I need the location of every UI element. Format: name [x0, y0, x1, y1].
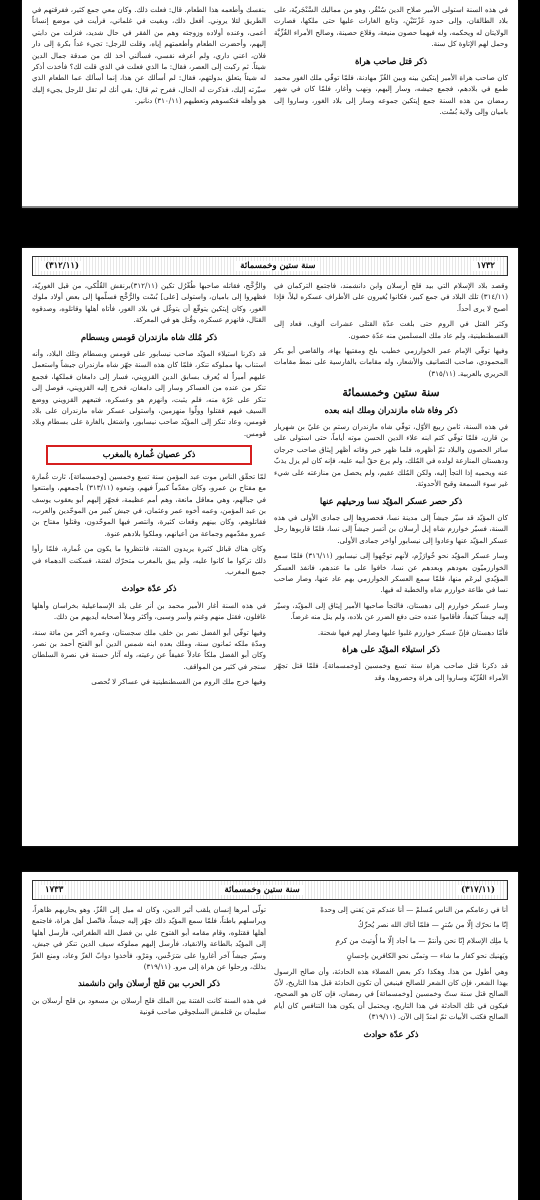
- page-header: [32, 256, 508, 276]
- year-heading: سنة ستين وخمسمائة: [342, 386, 440, 400]
- section-heading: ذكر وفاة شاه مازندران وملك ابنه بعده: [324, 404, 458, 415]
- page3-left-column: [274, 904, 508, 1045]
- section-heading: ذكر قتل صاحب هراة: [354, 55, 428, 66]
- section-heading: ذكر الحرب بين قلج أرسلان وابن دانشمند: [78, 978, 220, 989]
- verse-line: إنّا ما نحرّك إلّا من سُترٍ — فلمّا أتاك الله نصر يُحرِّكُ: [357, 920, 508, 930]
- page1-left-column: [274, 4, 508, 122]
- paragraph: قد ذكرنا قتل صاحب هراة سنة تسع وخمسين [وخمسمائة]، فلمّا قتل تجهّز الأمراء الغُزّيّة وساروا إلى هراة وحصروها، وقد: [274, 661, 508, 682]
- paragraph: قد ذكرنا استيلاء المؤيّد صاحب نيسابور على قومس وبسطام وتلك البلاد، وأنه استناب بها مملوكه تنكز، فلمّا كان هذه السنة جهّز شاه مازندران جيشاً واستعمل عليهم أميراً له يُعرف بسابق الدين القزويني، فسار إلى دامغان فملكها، فجمع تنكز من عنده من العساكر وسار إلى دامغان، فخرج إليه القزويني، فوصل إلى تنكز على غرّة منه، فلم يثبت، وانهزم هو وعسكره، فتبعهم القزويني ووضع السيف فيهم فقتلوا وولّوا منهزمين، واستولى عسكر شاه مازندران على بلاد قومس، وعاد تنكز إلى المؤيّد صاحب نيسابور، واشتغل بالغارة على بسطام وبلاد قومس.: [32, 349, 266, 438]
- page3-right-column: [32, 904, 266, 1045]
- paragraph: في هذه السنة أغار الأمير محمد بن أنر على بلد الإسماعيلية بخراسان وأهلها غافلون، فقتل منهم وغنم وأسر وسبى، وأكثر وملأ أصحابه أيديهم من ذلك.: [32, 600, 266, 622]
- paragraph: وفيها توفّي الإمام عمر الخوارزمي خطيب بلخ ومفتيها بهاء، والقاضي أبو بكر المحمودي، صاحب التصانيف والأشعار، وله مقامات بالفارسية على نمط مقامات الحريري بالعربية. (٣١٥/١١): [274, 346, 508, 378]
- paragraph: والرُّخَّج، فقاتله صاحبها طُغْرُل تكين (٣١٢/١١)برنقش القُلْكي، من قبل الغوريّة، فظهروا إلى باميان، واستولى [على] بُسْت والرُّخَّج فسلّمها إلى بعض أولاد ملوك الغور، وكان إيتكين يتوقّع أن يتوغّل في بلاد الغور، فأتاه أهلها وقاتلوه، وصدقوه القتال، فانهزم عسكره، وقُتل هو في المعركة.: [32, 281, 266, 325]
- page3-columns: [32, 904, 508, 1045]
- section-heading: ذكر مُلك شاه مازندران قومس وبسطام: [80, 331, 218, 342]
- paragraph: وكثر القتل في الروم حتى بلغت عدّة القتلى عشرات ألوف، فعاد إلى القسطنطينية، ولم عاد ملك المسلمين منه عدّة حصون.: [274, 319, 508, 340]
- page-header: [32, 880, 508, 900]
- section-heading: ذكر حصر عسكر المؤيّد نسا ورحيلهم عنها: [319, 495, 463, 506]
- page2-columns: [32, 280, 508, 692]
- paragraph: كان المؤيّد قد سيّر جيشاً إلى مدينة نسا، فحصروها إلى جمادى الأولى في هذه السنة، فسيّر خوارزم شاه إيل أرسلان بن أتسز جيشاً إلى نسا، فلمّا قاربوها رحل عسكر المؤيّد عنها وعادوا إلى نيسابور أواخر جمادى الأولى.: [274, 512, 508, 545]
- section-heading: ذكر عدّة حوادث: [363, 1028, 419, 1039]
- page2-left-column: [274, 280, 508, 692]
- paragraph: لمّا تحقّق الناس موت عبد المؤمن سنة تسع وخمسين [وخمسمائة]، ثارت غُمارة مع مفتاح بن عمرو، وكان مقدّماً كبيراً فيهم، وتبعوه (٣١٣/١١) بأجمعهم، وامتنعوا في جبالهم، وهي معاقل مانعة، وهم أمم عظيمة، فجهّز إليهم أبو يعقوب يوسف بن عبد المؤمن، وعمه أخوه عمر وعثمان، في جيش كبير من الموحّدين والعرب، فقاتلوهم، وكان بينهم وقعات كثيرة، وانتصر فيها الموحّدون، وقتلوا مفتاح بن عمرو مقدّمهم وجماعة من أعيانهم، وملكوا بلادهم عنوة.: [32, 471, 266, 538]
- running-title: سنة ستين وخمسمائة: [221, 885, 304, 895]
- paragraph: تولّى أمرها إنسان يلقب أثير الدين، وكان له ميل إلى الغُزّ، وهو يحاربهم ظاهراً، ويراسلهم باطناً، فلمّا سمع المؤيّد ذلك جهّز إليه جيشاً، فاتّصل أهل هراة، فاجتمع أهلها فقتلوه، وقام مقامه أبو الفتوح علي بن فضل الله الطغرائي، فأرسل أهلها إلى المؤيّد بالطاعة والانقياد، فأرسل إليهم مملوكه سيف الدين تنكز في جيش، وسيّر جيشاً آخر أغاروا على سَرَخْس، ومَرْو، فأخذوا دوابّ الغزّ وعاد، ومنع الغزّ بذلك، ورحلوا عن هراة إلى مرو. (٣١٩/١١): [32, 905, 266, 972]
- paragraph: وفيها خرج ملك الروم من القسطنطينية في عساكر لا تُحصى: [91, 677, 266, 687]
- page-number-left: ١٧٣٣: [41, 885, 67, 895]
- paragraph: وسار عسكر المؤيّد نحو خُوارَزْم، لأنهم توجّهوا إلى نيسابور (٣١٦/١١) فلمّا سمع الخوارزميّون بعودهم وبعدهم عن نسا، خافوا على ما عندهم، فانفذ العسكر المؤيّدي ليرعَم منها، فلمّا سمع العسكر الخوارزمي بهم عاد عنها، وصار صاحب نسا في طاعة خوارزم شاه والخطبة له فيها.: [274, 551, 508, 595]
- page-number-left: (٣١٢/١١): [41, 261, 83, 271]
- paragraph: وقصد بلاد الإسلام التي بيد قلج أرسلان وابن دانشمند، فاجتمع التركمان في (٣١٤/١١) تلك البلاد في جمع كبير، فكانوا يُغيرون على الأطراف عسكره ليلاً، فإذا أصبح لا يرى أحداً.: [274, 281, 508, 313]
- page1-columns: [32, 4, 508, 122]
- paragraph: وهي أطول من هذا. وهكذا ذكر بعض الفضلاء هذه الحادثة، وأن صالح الرسول بهذا الشعر، فإن كان الشعر للصالح فينبغي أن تكون الحادثة قبل هذا التاريخ، لأنّ الصالح قتل سنة ستّ وخمسين [وخمسمائة] في رمضان، فإن كان هو الصحيح، فيكون في تلك الحادثة في هذا التاريخ، ويحتمل أن يكون هذا التنافس كان أيام الصالح فكتب الأبيات ثمّ امتدّ إلى الآن. (٣١٩/١١): [274, 966, 508, 1022]
- running-title: سنة ستين وخمسمائة: [236, 261, 319, 271]
- paragraph: فأمّا دهستان فإنّ عسكر خوارزم غلبوا عليها وصار لهم فيها شحنة.: [317, 627, 508, 637]
- verse-line: ويَهنيك نحو كفار ما شاء — وتمنّى نحو الكافرين بإحسانٍ: [346, 951, 508, 961]
- page-number-right: (٣١٧/١١): [457, 885, 499, 895]
- paragraph: بنفسك وأطعمه هذا الطعام. قال: فعلت ذلك. وكان معي جمع كثير، ففرقتهم في الطريق لئلا يروني. أفعل ذلك، وبقيت في غلماني، فرأيت في موضع إنساناً أعمى، وعنده أولاده وزوجته وهم من الفقر في حال شديد، فنزلت من دابتي إليهم، وأحضرت الطعام وأطعمتهم إياه، وقلت للرجل: تجيء غداً بكرة إلى دار فلان، اعني داري، ولم أعرفه نفسي، فسألني أخذ لك من صدقة جمال الدين شيئاً. ثم ركبت إلى العصر، فقال: ما الذي فعلت في الذي قلت لك؟ فأخذت أذكر له شيئاً يتعلق بدولتهم، فقال: لم أسألك عن هذا، إنما أسألك عما الطعام الذي سيّرته إليك، فذكرت له الحال، ففرح ثم قال: بقي أنك لم تقل للرجل يجيء إليك هو وأهله فتكسوهم وتعطيهم (٣١٠/١١) دنانير.: [32, 5, 266, 106]
- paragraph: وكان هناك قبائل كثيرة يريدون الفتنة، فانتظروا ما يكون من غُمارة، فلمّا رأوا ذلك تركوا ما كانوا عليه، ولم يبق بالمغرب متحرّك لفتنة، فسكنت الدهماء في جميع المغرب.: [32, 544, 266, 576]
- paragraph: في هذه السنة كانت الفتنة بين الملك قلج أرسلان بن مسعود بن قلج أرسلان بن سليمان بن قتلمش السلجوقي صاحب قونية: [32, 995, 266, 1017]
- verse-line: أنا في زعامكم من الناس مُسلمْ — أنا عندكم مَن يَفني إلى وحدهْ: [320, 905, 508, 914]
- paragraph: كان صاحب هراة الأمير إيتكين بينه وبين الغُزّ مهادنة، فلمّا توفّي ملك الغور محمد طمع في بلادهم، فجمع جيشه، وسار إليهم، ونهب وأغار، فلمّا كان في شهر رمضان من هذه السنة جمع إيتكين جموعه وسار إلى بلاد الغور، وساروا إلى باميان وإلى ولاية بُسْت.: [274, 73, 508, 117]
- paragraph: وفيها توفّي أبو الفضل نصر بن خلف ملك سجستان، وعمره أكثر من مائة سنة، ومدّة ملكه ثمانون سنة، وملك بعده ابنه شمس الدين أبو الفتح أحمد بن نصر، وكان أبو الفضل ملكاً عادلاً عفيفاً عن رعيته، وله آثار حسنة في نصرة السلطان سنجر في كثير من المواقف.: [32, 627, 266, 671]
- paragraph: في هذه السنة استولى الأمير صلاح الدين سُنْقُر، وهو من مماليك السَّنْجَريّة، على بلاد الطالقان، وإلى حدود غَزْنَتَيْنِ، وتابع الغارات عليها حتى ملكها، فصارت الولايتان له ويحكمه، وله فيهما حصون منيعة، وقلاع حصينة، وصالح الأمراء الغُزِّيَّة وحمل لهم الإتاوة كل سنة.: [274, 5, 508, 49]
- page-1733: [22, 872, 518, 1200]
- section-heading: ذكر عدّة حوادث: [121, 583, 177, 594]
- page-number-right: ١٧٣٢: [473, 261, 499, 271]
- verse-line: يا ملِك الإسلام إنّا نحن وأنتمْ — ما أجاد إلّا ما أُوتيتَ من كرمِ: [335, 935, 508, 945]
- paragraph: في هذه السنة، ثامن ربيع الأوّل، توفّي شاه مازندران رستم بن عليّ بن شهريار بن قارن، فلمّا توفّي كتم ابنه علاء الدين الحسن موته أياماً، حتى استولى على سائر الحصون والبلاد ثمّ أظهره، فلما ظهر خبر وفاته أظهر إيثاق صاحب جرجان ودهستان المنازعة لولده في المُلك، ولم يرع حقّ أبيه عليه، فإنه كان لم يزل يذبّ عنه ويحميه إذا التجأ إليه، ولكن المُلك عقيم، ولم يحصل من منازعته على شيء غير سوء السمعة وقبح الأحدوثة.: [274, 422, 508, 489]
- paragraph: وسار عسكر خوارزم إلى دهستان، فالتجأ صاحبها الأمير إيثاق إلى المؤيّد، وسيّر إليه جيشاً كثيفاً، فأقاموا عنده حتى دفع الضرر عن بلاده، ولم ينل منه غرضاً.: [274, 600, 508, 622]
- section-heading: ذكر استيلاء المؤيّد على هراة: [342, 643, 440, 654]
- highlighted-heading: ذكر عصيان غُمارة بالمغرب: [46, 445, 252, 464]
- page2-right-column: [32, 280, 266, 692]
- page1-right-column: [32, 4, 266, 122]
- page-1732: [22, 248, 518, 846]
- page-fragment-top: [22, 0, 518, 208]
